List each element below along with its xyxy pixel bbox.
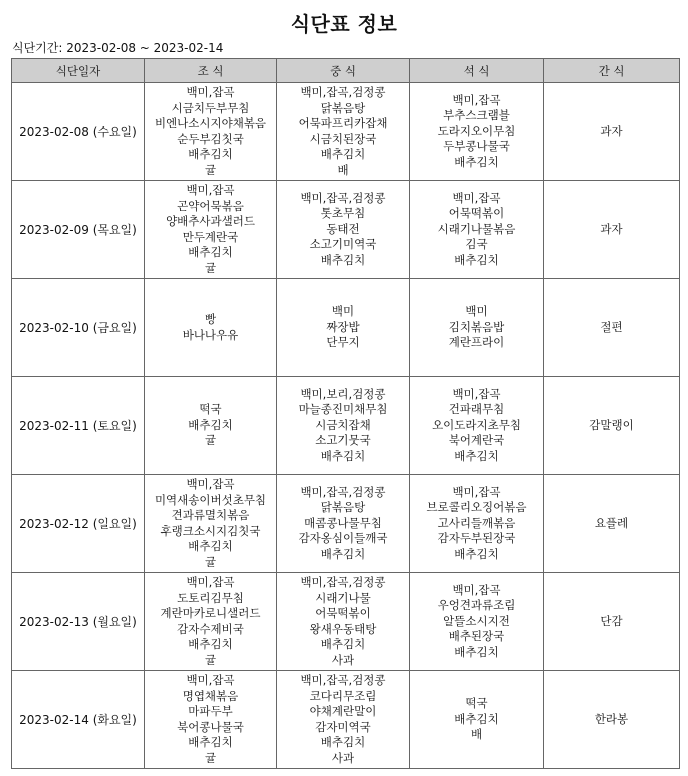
snack-cell (544, 475, 680, 573)
dish-item: 어묵파프리카잡채 (298, 116, 388, 130)
dish-item: 귤 (204, 162, 217, 177)
dish-item: 왕새우동태탕 (309, 621, 377, 636)
dish-item: 백미,잡곡 (186, 673, 235, 687)
dish-item: 알뜰소시지전 (443, 613, 510, 628)
header-date: 식단일자 (12, 59, 145, 83)
breakfast-cell (145, 83, 277, 181)
dish-item: 건파래무침 (448, 402, 505, 417)
breakfast-cell (145, 181, 277, 279)
dish-item: 닭볶음탕 (320, 500, 366, 515)
table-row (12, 83, 680, 181)
dish-item: 견과류멸치볶음 (171, 508, 250, 522)
header-lunch: 중 식 (277, 59, 410, 83)
dish-item: 한라봉 (594, 711, 629, 726)
date-cell: 2023-02-09 (목요일) (12, 181, 145, 279)
dish-item: 감자미역국 (315, 719, 371, 734)
date-cell: 2023-02-12 (일요일) (12, 475, 145, 573)
dish-item: 배추김치 (188, 147, 233, 161)
table-row (12, 377, 680, 475)
dish-item: 감자두부된장국 (437, 531, 516, 546)
dish-item: 배 (470, 727, 483, 742)
meal-table (11, 58, 680, 769)
dish-item: 매콤콩나물무침 (304, 515, 382, 530)
dish-item: 절편 (600, 319, 623, 334)
lunch-cell (277, 181, 410, 279)
dish-item: 김국 (465, 237, 488, 252)
dish-item: 요플레 (594, 515, 629, 530)
dish-item: 배추김치 (188, 539, 233, 553)
dish-item: 배추김치 (320, 735, 366, 749)
date-cell: 2023-02-13 (월요일) (12, 573, 145, 671)
dish-item: 백미,잡곡,검정콩 (300, 484, 386, 499)
dish-item: 고사리들깨볶음 (437, 515, 516, 530)
dish-item: 소고기미역국 (309, 237, 377, 252)
dish-item: 마파두부 (188, 704, 233, 718)
table-row (12, 279, 680, 377)
dish-item: 사과 (331, 750, 355, 765)
dish-item: 백미,잡곡,검정콩 (300, 190, 386, 205)
dish-item: 배추김치 (188, 417, 233, 432)
dish-item: 백미,잡곡 (452, 386, 501, 401)
table-row (12, 181, 680, 279)
snack-cell (544, 671, 680, 769)
dish-item: 떡국 (199, 402, 222, 417)
dish-item: 비엔나소시지야채볶음 (154, 116, 267, 130)
dish-item: 소고기뭇국 (315, 433, 371, 448)
header-snack: 간 식 (544, 59, 680, 83)
breakfast-cell (145, 475, 277, 573)
dish-item: 떡국 (465, 696, 488, 711)
dish-item: 어묵떡볶이 (315, 606, 371, 620)
meal-period: 식단기간: 2023-02-08 ~ 2023-02-14 (12, 41, 224, 55)
table-row (12, 475, 680, 573)
dish-item: 배추김치 (454, 546, 499, 561)
dish-item: 만두계란국 (182, 229, 239, 244)
dish-item: 시금치된장국 (309, 131, 377, 146)
dish-item: 양배추사과샐러드 (166, 214, 255, 228)
dish-item: 명엽채볶음 (182, 688, 239, 703)
dish-item: 동태전 (326, 221, 360, 236)
dish-item: 백미,보리,검정콩 (300, 386, 386, 401)
dish-item: 오이도라지초무침 (432, 417, 521, 432)
dish-item: 배추김치 (454, 644, 499, 659)
dish-item: 과자 (600, 123, 623, 138)
lunch-cell (277, 475, 410, 573)
dish-item: 코다리무조림 (309, 688, 377, 703)
dish-item: 시금치두부무침 (171, 100, 250, 115)
dish-item: 배추김치 (454, 154, 499, 169)
dish-item: 배추김치 (454, 448, 499, 463)
dish-item: 배추김치 (454, 711, 499, 726)
dish-item: 순두부김칫국 (177, 131, 244, 146)
dish-item: 짜장밥 (326, 319, 360, 334)
snack-cell (544, 181, 680, 279)
dish-item: 빵 (204, 312, 217, 326)
dish-item: 과자 (600, 221, 623, 236)
dinner-cell (410, 475, 544, 573)
dish-item: 귤 (204, 260, 217, 275)
lunch-cell (277, 573, 410, 671)
dish-item: 배추김치 (454, 252, 499, 267)
dish-item: 백미,잡곡 (452, 582, 501, 597)
date-cell: 2023-02-10 (금요일) (12, 279, 145, 377)
dinner-cell (410, 181, 544, 279)
dish-item: 야채계란말이 (309, 704, 377, 718)
date-cell: 2023-02-08 (수요일) (12, 83, 145, 181)
dish-item: 백미,잡곡 (186, 575, 235, 589)
dish-item: 마늘종진미채무침 (298, 402, 388, 417)
dish-item: 도토리김무침 (177, 590, 244, 605)
lunch-cell (277, 671, 410, 769)
dish-item: 감자옹심이들깨국 (298, 531, 388, 546)
dinner-cell (410, 573, 544, 671)
dish-item: 배추김치 (188, 637, 233, 651)
dish-item: 배추된장국 (448, 629, 505, 644)
dish-item: 백미,잡곡 (452, 484, 501, 499)
dish-item: 닭볶음탕 (320, 100, 366, 115)
dish-item: 백미,잡곡,검정콩 (300, 575, 386, 589)
dinner-cell (410, 279, 544, 377)
dish-item: 배 (337, 162, 349, 177)
dish-item: 백미,잡곡 (186, 477, 235, 491)
dish-item: 시래기나물 (315, 590, 371, 605)
dish-item: 귤 (204, 433, 217, 448)
snack-cell (544, 83, 680, 181)
lunch-cell (277, 377, 410, 475)
dish-item: 배추김치 (320, 147, 366, 161)
dish-item: 감자수제비국 (177, 621, 244, 636)
dish-item: 귤 (204, 554, 217, 569)
dish-item: 백미,잡곡 (186, 183, 235, 197)
dish-item: 브로콜리오징어볶음 (426, 500, 527, 515)
dish-item: 배추김치 (188, 245, 233, 259)
dish-item: 계란프라이 (448, 335, 505, 350)
breakfast-cell (145, 279, 277, 377)
dish-item: 배추김치 (320, 252, 366, 267)
snack-cell (544, 377, 680, 475)
dish-item: 백미,잡곡,검정콩 (300, 673, 386, 687)
dinner-cell (410, 83, 544, 181)
dish-item: 시금치잡채 (315, 417, 371, 432)
breakfast-cell (145, 671, 277, 769)
snack-cell (544, 279, 680, 377)
breakfast-cell (145, 377, 277, 475)
table-header-row (12, 59, 680, 83)
dish-item: 부추스크램블 (443, 108, 510, 123)
dish-item: 어묵떡볶이 (448, 206, 505, 221)
dish-item: 배추김치 (188, 735, 233, 749)
dinner-cell (410, 671, 544, 769)
dish-item: 백미 (331, 304, 355, 319)
dish-item: 톳초무침 (320, 206, 366, 221)
dish-item: 귤 (204, 750, 217, 765)
header-dinner: 석 식 (410, 59, 544, 83)
date-cell: 2023-02-14 (화요일) (12, 671, 145, 769)
dish-item: 북어계란국 (448, 433, 505, 448)
dish-item: 배추김치 (320, 546, 366, 561)
dish-item: 김치볶음밥 (448, 319, 505, 334)
table-row (12, 671, 680, 769)
dish-item: 단감 (600, 613, 623, 628)
dish-item: 곤약어묵볶음 (177, 198, 244, 213)
dish-item: 우엉견과류조림 (437, 598, 516, 613)
dish-item: 백미,잡곡 (452, 92, 501, 107)
table-row (12, 573, 680, 671)
dish-item: 백미,잡곡 (452, 190, 501, 205)
lunch-cell (277, 279, 410, 377)
dish-item: 계란마카로니샐러드 (160, 606, 261, 620)
dish-item: 배추김치 (320, 637, 366, 651)
dish-item: 백미 (465, 304, 488, 319)
dish-item: 도라지오이무침 (437, 123, 516, 138)
header-breakfast: 조 식 (145, 59, 277, 83)
dish-item: 시래기나물볶음 (437, 221, 516, 236)
page-title: 식단표 정보 (290, 12, 398, 36)
lunch-cell (277, 83, 410, 181)
breakfast-cell (145, 573, 277, 671)
date-cell: 2023-02-11 (토요일) (12, 377, 145, 475)
dish-item: 백미,잡곡 (186, 85, 235, 99)
dish-item: 단무지 (326, 335, 360, 350)
dish-item: 미역새송이버섯초무침 (154, 492, 267, 507)
table-body (12, 83, 680, 769)
dish-item: 백미,잡곡,검정콩 (300, 85, 386, 99)
dish-item: 감말랭이 (589, 417, 634, 432)
dish-item: 사과 (331, 652, 355, 667)
dish-item: 귤 (204, 652, 217, 667)
dish-item: 후랭크소시지김칫국 (160, 523, 261, 538)
dish-item: 두부콩나물국 (443, 139, 510, 154)
snack-cell (544, 573, 680, 671)
dish-item: 북어콩나물국 (177, 719, 244, 734)
dish-item: 배추김치 (320, 448, 366, 463)
dinner-cell (410, 377, 544, 475)
dish-item: 바나나우유 (182, 327, 239, 342)
